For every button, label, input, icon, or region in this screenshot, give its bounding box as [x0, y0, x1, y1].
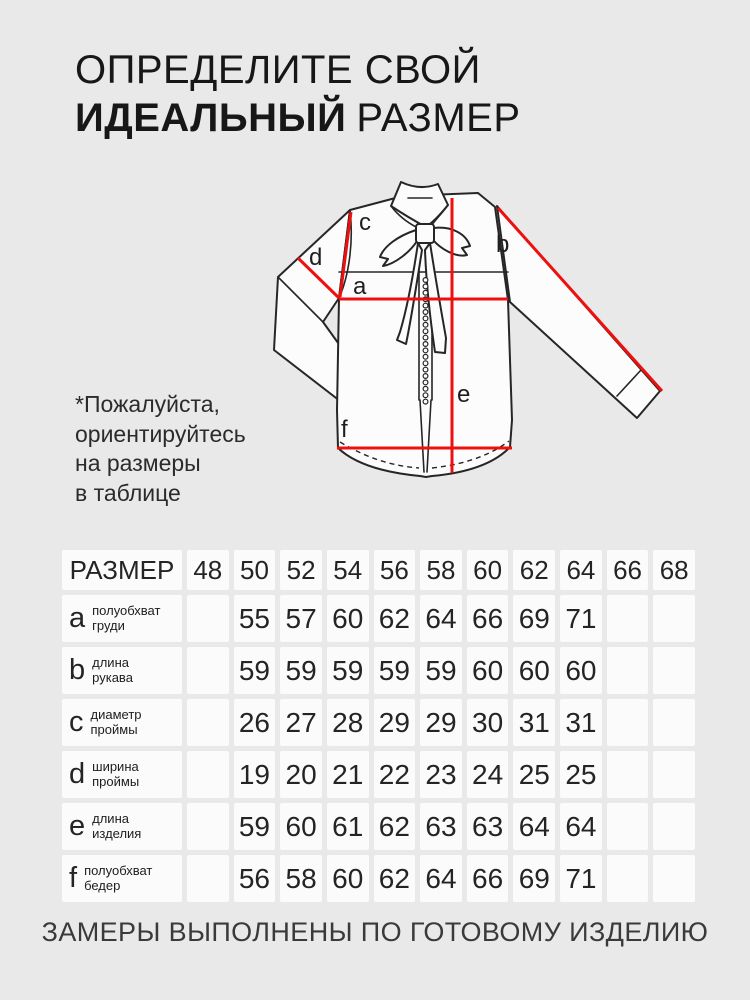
row-letter: b [69, 654, 86, 686]
note-line: *Пожалуйста, [75, 391, 220, 417]
cell-c-68 [653, 699, 695, 746]
cell-a-62: 69 [513, 595, 555, 642]
cell-e-58: 63 [420, 803, 462, 850]
cell-b-52: 59 [280, 647, 322, 694]
cell-c-48 [187, 699, 229, 746]
size-column-66: 66 [607, 550, 649, 590]
measure-label-a: a [353, 273, 367, 300]
cell-e-52: 60 [280, 803, 322, 850]
row-label-c [62, 699, 182, 746]
row-label-d [62, 751, 182, 798]
cell-c-58: 29 [420, 699, 462, 746]
cell-f-54: 60 [327, 855, 369, 902]
size-note [75, 390, 246, 508]
size-column-50: 50 [234, 550, 276, 590]
cell-b-64: 60 [560, 647, 602, 694]
size-column-68: 68 [653, 550, 695, 590]
row-label-f [62, 855, 182, 902]
cell-b-60: 60 [467, 647, 509, 694]
cell-a-64: 71 [560, 595, 602, 642]
cell-d-66 [607, 751, 649, 798]
cell-b-62: 60 [513, 647, 555, 694]
cell-e-50: 59 [234, 803, 276, 850]
size-column-64: 64 [560, 550, 602, 590]
placket-button [423, 393, 428, 398]
cell-e-56: 62 [374, 803, 416, 850]
cell-a-52: 57 [280, 595, 322, 642]
size-table [62, 550, 695, 902]
placket-button [423, 329, 428, 334]
placket-button [423, 361, 428, 366]
note-line: в таблице [75, 479, 181, 506]
row-description: полуобхват груди [92, 602, 161, 633]
cell-c-64: 31 [560, 699, 602, 746]
cell-e-48 [187, 803, 229, 850]
cell-d-52: 20 [280, 751, 322, 798]
placket-button [423, 367, 428, 372]
cell-f-64: 71 [560, 855, 602, 902]
footer-note: ЗАМЕРЫ ВЫПОЛНЕНЫ ПО ГОТОВОМУ ИЗДЕЛИЮ [41, 917, 709, 947]
placket-button [423, 278, 428, 283]
cell-e-54: 61 [327, 803, 369, 850]
placket-button [423, 290, 428, 295]
size-column-62: 62 [513, 550, 555, 590]
cell-c-56: 29 [374, 699, 416, 746]
bow-knot [416, 224, 434, 243]
cell-d-64: 25 [560, 751, 602, 798]
cell-e-60: 63 [467, 803, 509, 850]
row-description: диаметр проймы [90, 706, 142, 737]
size-column-48: 48 [187, 550, 229, 590]
row-label-e [62, 803, 182, 850]
size-column-60: 60 [467, 550, 509, 590]
cell-b-48 [187, 647, 229, 694]
measure-label-d: d [309, 244, 323, 271]
page-title-line2-bold: ИДЕАЛЬНЫЙ [75, 96, 347, 140]
row-description: ширина проймы [92, 758, 140, 789]
cell-a-56: 62 [374, 595, 416, 642]
page-title-line1: ОПРЕДЕЛИТЕ СВОЙ [75, 48, 481, 92]
cell-c-54: 28 [327, 699, 369, 746]
row-description: длина изделия [92, 810, 142, 841]
row-description: длина рукава [92, 654, 133, 685]
row-letter: d [69, 758, 86, 790]
placket-button [423, 310, 428, 315]
cell-b-66 [607, 647, 649, 694]
size-table-header-label: РАЗМЕР [62, 550, 182, 590]
cell-f-52: 58 [280, 855, 322, 902]
cell-c-62: 31 [513, 699, 555, 746]
row-label-a [62, 595, 182, 642]
cell-a-48 [187, 595, 229, 642]
measure-label-e: e [457, 381, 471, 408]
placket-button [423, 322, 428, 327]
measure-label-f: f [341, 416, 348, 443]
placket-button [423, 284, 428, 289]
blouse-measurement-illustration [260, 160, 700, 500]
measure-label-c: c [359, 209, 371, 236]
cell-d-60: 24 [467, 751, 509, 798]
cell-a-60: 66 [467, 595, 509, 642]
note-line: на размеры [75, 450, 201, 476]
cell-b-58: 59 [420, 647, 462, 694]
note-line: ориентируйтесь [75, 420, 246, 447]
cell-d-56: 22 [374, 751, 416, 798]
cell-f-66 [607, 855, 649, 902]
cell-b-50: 59 [234, 647, 276, 694]
cell-f-58: 64 [420, 855, 462, 902]
page-title [75, 46, 521, 142]
page-title-line2-regular: РАЗМЕР [356, 96, 521, 140]
placket-button [423, 342, 428, 347]
cell-a-66 [607, 595, 649, 642]
cell-e-62: 64 [513, 803, 555, 850]
size-column-58: 58 [420, 550, 462, 590]
row-letter: a [69, 602, 86, 634]
cell-b-68 [653, 647, 695, 694]
cell-d-58: 23 [420, 751, 462, 798]
row-letter: c [69, 706, 84, 738]
cell-c-52: 27 [280, 699, 322, 746]
placket-button [423, 386, 428, 391]
cell-f-68 [653, 855, 695, 902]
cell-d-68 [653, 751, 695, 798]
page-title-line2 [75, 94, 521, 142]
cell-c-50: 26 [234, 699, 276, 746]
placket-button [423, 380, 428, 385]
cell-f-48 [187, 855, 229, 902]
cell-d-54: 21 [327, 751, 369, 798]
row-letter: f [69, 862, 78, 894]
right-sleeve [497, 206, 660, 418]
size-column-52: 52 [280, 550, 322, 590]
cell-e-66 [607, 803, 649, 850]
cell-f-60: 66 [467, 855, 509, 902]
cell-c-66 [607, 699, 649, 746]
size-column-56: 56 [374, 550, 416, 590]
cell-a-68 [653, 595, 695, 642]
placket-button [423, 335, 428, 340]
cell-b-54: 59 [327, 647, 369, 694]
placket-button [423, 354, 428, 359]
cell-b-56: 59 [374, 647, 416, 694]
cell-a-54: 60 [327, 595, 369, 642]
measure-label-b: b [496, 231, 510, 258]
cell-e-68 [653, 803, 695, 850]
placket-button [423, 316, 428, 321]
cell-f-56: 62 [374, 855, 416, 902]
placket-button [423, 399, 428, 404]
cell-a-58: 64 [420, 595, 462, 642]
cell-d-50: 19 [234, 751, 276, 798]
row-letter: e [69, 810, 86, 842]
row-description: полуобхват бедер [84, 862, 153, 893]
placket-button [423, 303, 428, 308]
cell-f-62: 69 [513, 855, 555, 902]
cell-f-50: 56 [234, 855, 276, 902]
size-column-54: 54 [327, 550, 369, 590]
placket-button [423, 374, 428, 379]
cell-a-50: 55 [234, 595, 276, 642]
cell-c-60: 30 [467, 699, 509, 746]
placket-button [423, 348, 428, 353]
row-label-b [62, 647, 182, 694]
cell-e-64: 64 [560, 803, 602, 850]
cell-d-62: 25 [513, 751, 555, 798]
cell-d-48 [187, 751, 229, 798]
